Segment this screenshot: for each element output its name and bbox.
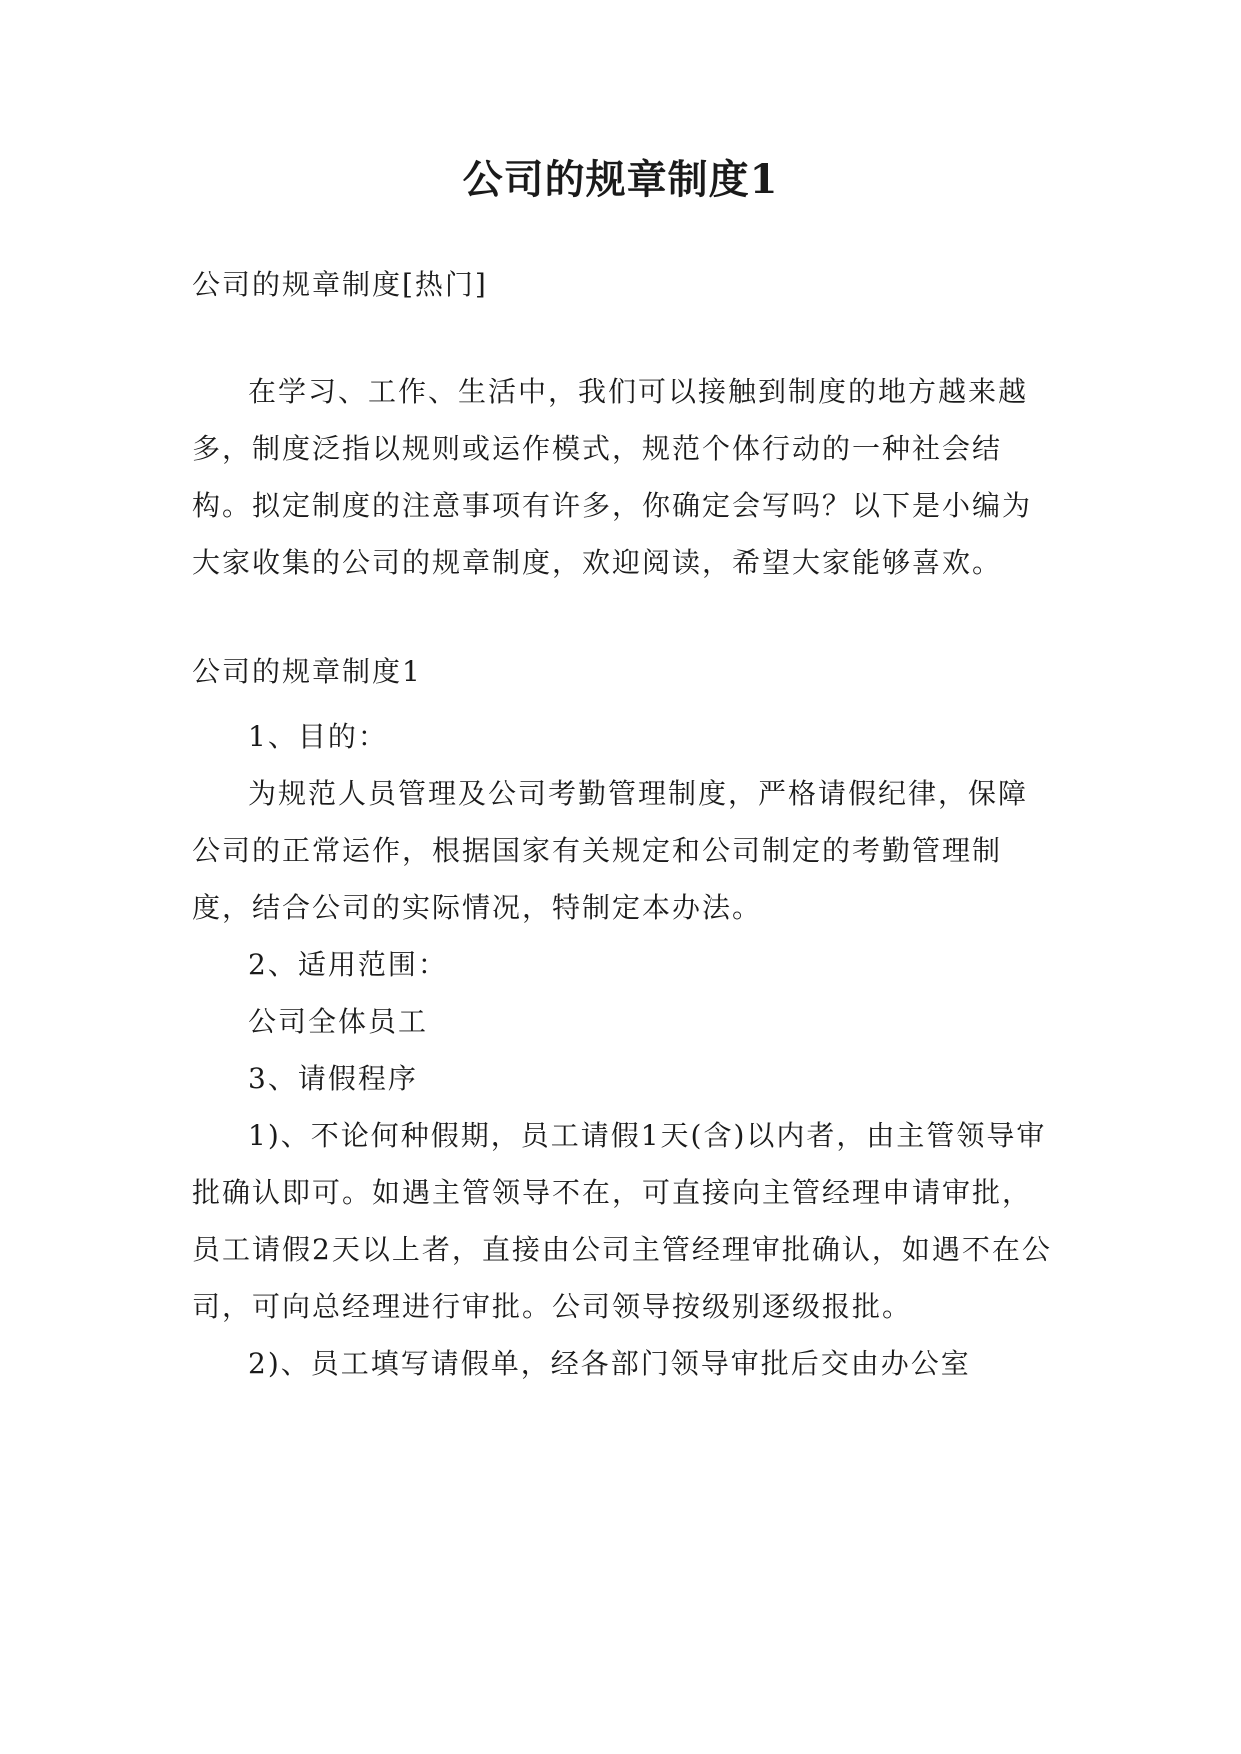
item-3-2-text: 2)、员工填写请假单，经各部门领导审批后交由办公室 [248, 1347, 971, 1380]
document-title: 公司的规章制度1 [462, 156, 779, 203]
item-3-1-text: 1)、不论何种假期，员工请假1天(含)以内者，由主管领导审批确认即可。如遇主管领导不在，可直接向主管经理申请审批，员工请假2天以上者，直接由公司主管经理审批确认，如遇不在公司，可向总经理进行审批。公司领导按级别逐级报批。 [192, 1119, 1052, 1323]
item-1-text: 为规范人员管理及公司考勤管理制度，严格请假纪律，保障公司的正常运作，根据国家有关规定和公司制定的考勤管理制度，结合公司的实际情况，特制定本办法。 [192, 777, 1029, 924]
document-subtitle: 公司的规章制度[热门] [192, 268, 488, 301]
section-heading: 公司的规章制度1 [192, 655, 422, 688]
item-2-heading: 2、适用范围： [248, 948, 448, 981]
item-2-text: 公司全体员工 [248, 1005, 429, 1038]
item-3-heading: 3、请假程序 [248, 1062, 418, 1095]
intro-paragraph: 在学习、工作、生活中，我们可以接触到制度的地方越来越多，制度泛指以规则或运作模式，规范个体行动的一种社会结构。拟定制度的注意事项有许多，你确定会写吗？以下是小编为大家收集的公司的规章制度，欢迎阅读，希望大家能够喜欢。 [192, 375, 1033, 579]
document-body [192, 256, 1052, 1392]
item-1-heading: 1、目的： [248, 720, 388, 753]
